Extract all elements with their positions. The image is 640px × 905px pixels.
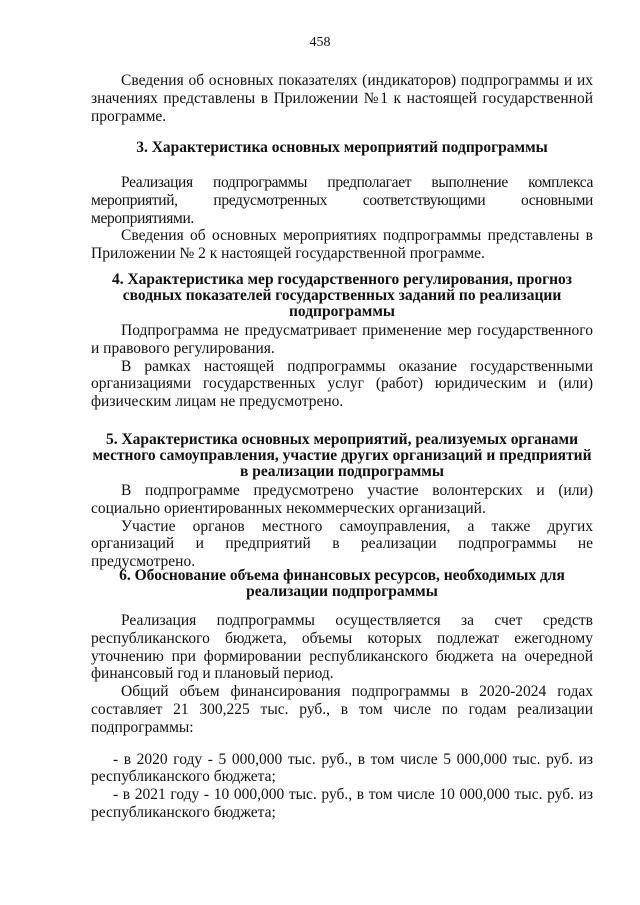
section-3-heading: 3. Характеристика основных мероприятий подпрограммы	[136, 139, 548, 156]
section-3	[91, 140, 593, 156]
section-5-paragraph-2: Участие органов местного самоуправления, а также других организаций и предприятий в реализации подпрограммы не предусмотрено.	[91, 517, 593, 571]
section-4-heading: 4. Характеристика мер государственного регулирования, прогноз сводных показателей государственных заданий по реализации подпрограммы	[111, 271, 573, 320]
section-4-paragraph-1: Подпрограмма не предусматривает применение мер государственного и правового регулирования.	[91, 322, 593, 357]
section-5	[91, 432, 593, 480]
section-5-heading: 5. Характеристика основных мероприятий, реализуемых органами местного самоуправления, участие других организаций и предприятий в реализации подпрограммы	[92, 431, 592, 480]
section-5-paragraph-1: В подпрограмме предусмотрено участие волонтерских и (или) социально ориентированных некоммерческих организаций.	[91, 482, 593, 517]
section-5-body	[91, 482, 593, 571]
section-6-heading: 6. Обоснование объема финансовых ресурсов, необходимых для реализации подпрограммы	[119, 567, 565, 600]
section-6-paragraph-1: Реализация подпрограммы осуществляется за счет средств республиканского бюджета, объемы которых подлежат ежегодному уточнению при формировании республиканского бюджета на очередной финансовый год и плановый период.	[91, 612, 593, 683]
section-3-body	[91, 174, 593, 263]
section-6-body	[91, 612, 593, 822]
section-4-paragraph-2: В рамках настоящей подпрограммы оказание государственными организациями государственных услуг (работ) юридическим и (или) физическим лицам не предусмотрено.	[91, 357, 593, 411]
section-4-body	[91, 322, 593, 411]
section-4	[91, 272, 593, 320]
section-6	[91, 568, 593, 600]
intro-block	[91, 72, 593, 125]
section-6-paragraph-2: Общий объем финансирования подпрограммы в 2020-2024 годах составляет 21 300,225 тыс. руб., в том числе по годам реализации подпрограммы:	[91, 683, 593, 736]
funding-item-2021: - в 2021 году - 10 000,000 тыс. руб., в том числе 10 000,000 тыс. руб. из республиканского бюджета;	[91, 786, 593, 821]
intro-paragraph: Сведения об основных показателях (индикаторов) подпрограммы и их значениях представлены в Приложении №1 к настоящей государственной программе.	[91, 72, 593, 125]
funding-item-2020: - в 2020 году - 5 000,000 тыс. руб., в том числе 5 000,000 тыс. руб. из республиканского бюджета;	[91, 750, 593, 786]
section-3-paragraph-2: Сведения об основных мероприятиях подпрограммы представлены в Приложении № 2 к настоящей государственной программе.	[91, 227, 593, 263]
page-number: 458	[309, 35, 331, 50]
section-3-paragraph-1: Реализация подпрограммы предполагает выполнение комплекса мероприятий, предусмотренных соответствующими основными мероприятиями.	[91, 174, 593, 227]
